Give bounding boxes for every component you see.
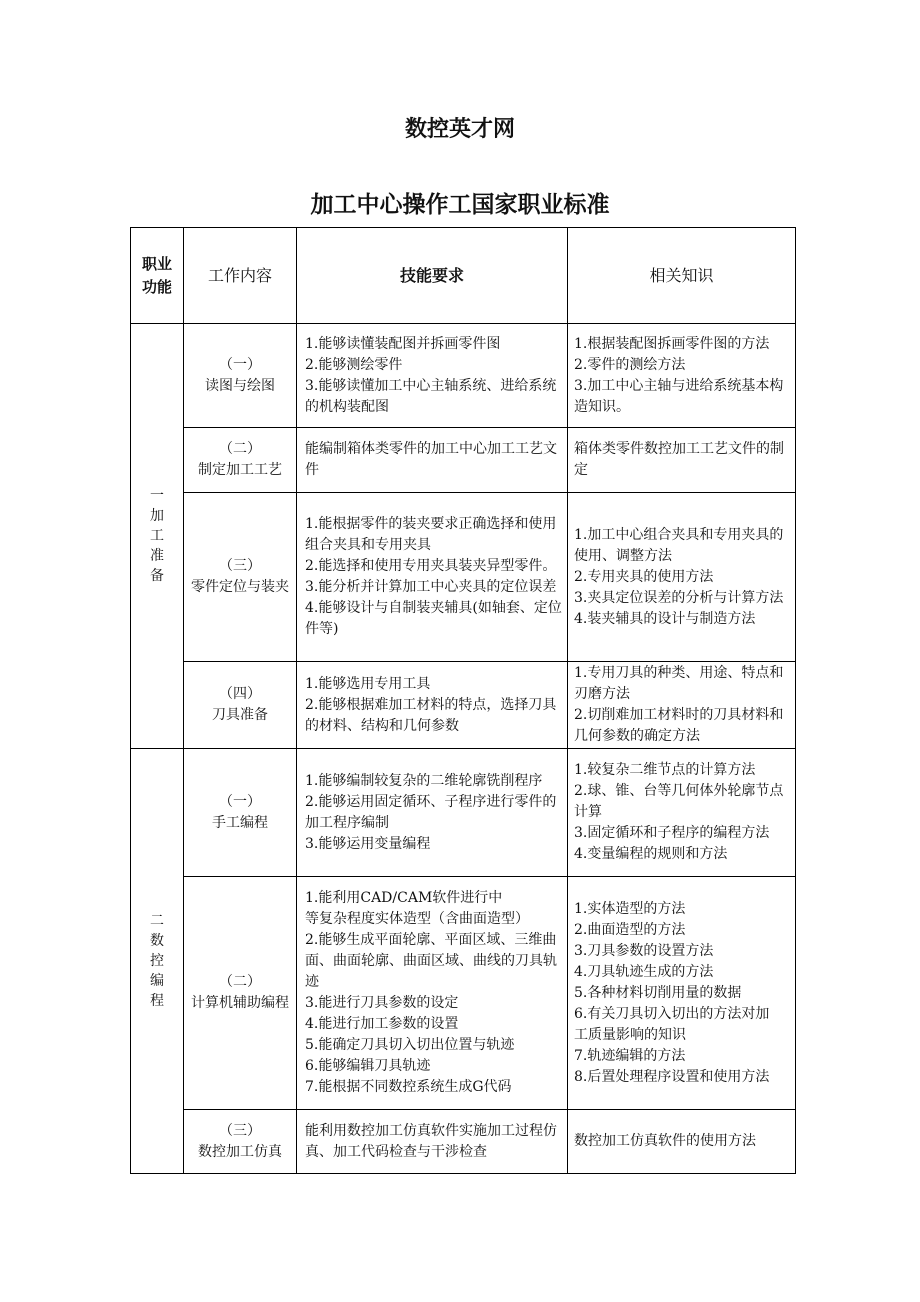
work-cell — [184, 877, 297, 1110]
skill-line: 能编制箱体类零件的加工中心加工工艺文件 — [305, 441, 557, 478]
work-label: 读图与绘图 — [205, 377, 275, 394]
work-cell — [184, 749, 297, 877]
table-row — [131, 324, 796, 428]
standards-table — [130, 227, 796, 1174]
knowledge-line: 1.加工中心组合夹具和专用夹具的使用、调整方法 — [574, 526, 784, 564]
knowledge-line: 4.刀具轨迹生成的方法 — [574, 963, 714, 980]
skill-line: 2.能够根据难加工材料的特点，选择刀具的材料、结构和几何参数 — [305, 696, 557, 734]
skill-line: 等复杂程度实体造型（含曲面造型） — [305, 911, 529, 927]
work-label: 手工编程 — [212, 814, 268, 831]
table-row — [131, 662, 796, 749]
work-cell — [184, 324, 297, 428]
skill-line: 1.能根据零件的装夹要求正确选择和使用组合夹具和专用夹具 — [305, 516, 557, 553]
work-cell — [184, 428, 297, 493]
header-function: 职业功能 — [131, 228, 184, 324]
document-title: 加工中心操作工国家职业标准 — [310, 192, 610, 218]
skill-line: 3.能够读懂加工中心主轴系统、进给系统的机构装配图 — [305, 377, 557, 415]
header-related-knowledge: 相关知识 — [568, 228, 796, 324]
skill-cell — [297, 749, 568, 877]
work-label: 零件定位与装夹 — [191, 579, 289, 595]
skill-line: 5.能确定刀具切入切出位置与轨迹 — [305, 1037, 515, 1053]
knowledge-cell — [568, 749, 796, 877]
function-cell-programming: 二数控编程 — [131, 749, 184, 1174]
skill-cell — [297, 1110, 568, 1174]
skill-line: 2.能够运用固定循环、子程序进行零件的加工程序编制 — [305, 793, 557, 831]
skill-line: 1.能利用CAD/CAM软件进行中 — [305, 890, 503, 906]
skill-line: 4.能进行加工参数的设置 — [305, 1016, 459, 1032]
knowledge-line: 5.各种材料切削用量的数据 — [574, 984, 742, 1001]
site-title: 数控英才网 — [404, 117, 515, 142]
function-cell-preparation: 一加工准备 — [131, 324, 184, 749]
knowledge-line: 7.轨迹编辑的方法 — [574, 1047, 686, 1064]
header-skill-requirements: 技能要求 — [297, 228, 568, 324]
skill-cell — [297, 662, 568, 749]
skill-line: 3.能分析并计算加工中心夹具的定位误差 — [305, 579, 557, 595]
work-number: （四） — [219, 686, 261, 702]
skill-cell — [297, 324, 568, 428]
knowledge-line: 数控加工仿真软件的使用方法 — [574, 1133, 756, 1149]
knowledge-line: 1.实体造型的方法 — [574, 900, 686, 917]
work-number: （二） — [219, 974, 261, 990]
skill-line: 6.能够编辑刀具轨迹 — [305, 1058, 431, 1074]
work-cell — [184, 662, 297, 749]
knowledge-line: 4.装夹辅具的设计与制造方法 — [574, 610, 756, 627]
skill-line: 7.能根据不同数控系统生成G代码 — [305, 1079, 512, 1095]
knowledge-line: 2.切削难加工材料时的刀具材料和几何参数的确定方法 — [574, 707, 784, 744]
knowledge-line: 2.曲面造型的方法 — [574, 921, 686, 938]
work-number: （一） — [219, 356, 261, 373]
knowledge-line: 2.专用夹具的使用方法 — [574, 568, 714, 585]
knowledge-line: 2.球、锥、台等几何体外轮廓节点计算 — [574, 783, 784, 820]
knowledge-cell — [568, 662, 796, 749]
knowledge-line: 工质量影响的知识 — [574, 1026, 686, 1043]
skill-line: 2.能够测绘零件 — [305, 356, 403, 373]
knowledge-line: 3.固定循环和子程序的编程方法 — [574, 825, 770, 841]
knowledge-cell — [568, 428, 796, 493]
table-row — [131, 749, 796, 877]
table-row — [131, 877, 796, 1110]
work-cell — [184, 493, 297, 662]
skill-line: 2.能选择和使用专用夹具装夹异型零件。 — [305, 558, 557, 574]
work-label: 数控加工仿真 — [198, 1143, 282, 1160]
work-number: （一） — [219, 793, 261, 810]
knowledge-line: 1.根据装配图拆画零件图的方法 — [574, 335, 770, 352]
work-number: （二） — [219, 441, 261, 457]
knowledge-line: 1.较复杂二维节点的计算方法 — [574, 762, 756, 778]
knowledge-line: 6.有关刀具切入切出的方法对加 — [574, 1005, 770, 1022]
knowledge-cell — [568, 877, 796, 1110]
table-header-row — [131, 228, 796, 324]
knowledge-cell — [568, 324, 796, 428]
skill-line: 2.能够生成平面轮廓、平面区域、三维曲面、曲面轮廓、曲面区域、曲线的刀具轨迹 — [305, 932, 557, 990]
skill-cell — [297, 877, 568, 1110]
skill-line: 能利用数控加工仿真软件实施加工过程仿真、加工代码检查与干涉检查 — [305, 1122, 557, 1160]
knowledge-line: 箱体类零件数控加工工艺文件的制定 — [574, 441, 784, 478]
knowledge-line: 3.夹具定位误差的分析与计算方法 — [574, 589, 784, 606]
knowledge-line: 3.刀具参数的设置方法 — [574, 942, 714, 959]
work-label: 计算机辅助编程 — [191, 995, 289, 1011]
work-label: 制定加工工艺 — [198, 462, 282, 478]
skill-cell — [297, 493, 568, 662]
knowledge-line: 3.加工中心主轴与进给系统基本构造知识。 — [574, 377, 784, 415]
knowledge-line: 1.专用刀具的种类、用途、特点和刃磨方法 — [574, 665, 784, 702]
table-row — [131, 493, 796, 662]
table-row — [131, 1110, 796, 1174]
knowledge-line: 4.变量编程的规则和方法 — [574, 846, 728, 862]
knowledge-cell — [568, 493, 796, 662]
header-work-content: 工作内容 — [184, 228, 297, 324]
skill-line: 1.能够编制较复杂的二维轮廓铣削程序 — [305, 772, 543, 789]
skill-line: 4.能够设计与自制装夹辅具(如轴套、定位件等) — [305, 600, 562, 637]
work-label: 刀具准备 — [212, 707, 268, 723]
skill-line: 3.能进行刀具参数的设定 — [305, 995, 459, 1011]
work-number: （三） — [219, 558, 261, 574]
skill-line: 3.能够运用变量编程 — [305, 835, 431, 852]
knowledge-line: 8.后置处理程序设置和使用方法 — [574, 1068, 770, 1085]
knowledge-line: 2.零件的测绘方法 — [574, 356, 686, 373]
skill-line: 1.能够选用专用工具 — [305, 675, 431, 692]
knowledge-cell — [568, 1110, 796, 1174]
work-cell — [184, 1110, 297, 1174]
work-number: （三） — [219, 1122, 261, 1139]
skill-cell — [297, 428, 568, 493]
skill-line: 1.能够读懂装配图并拆画零件图 — [305, 335, 501, 352]
table-row — [131, 428, 796, 493]
